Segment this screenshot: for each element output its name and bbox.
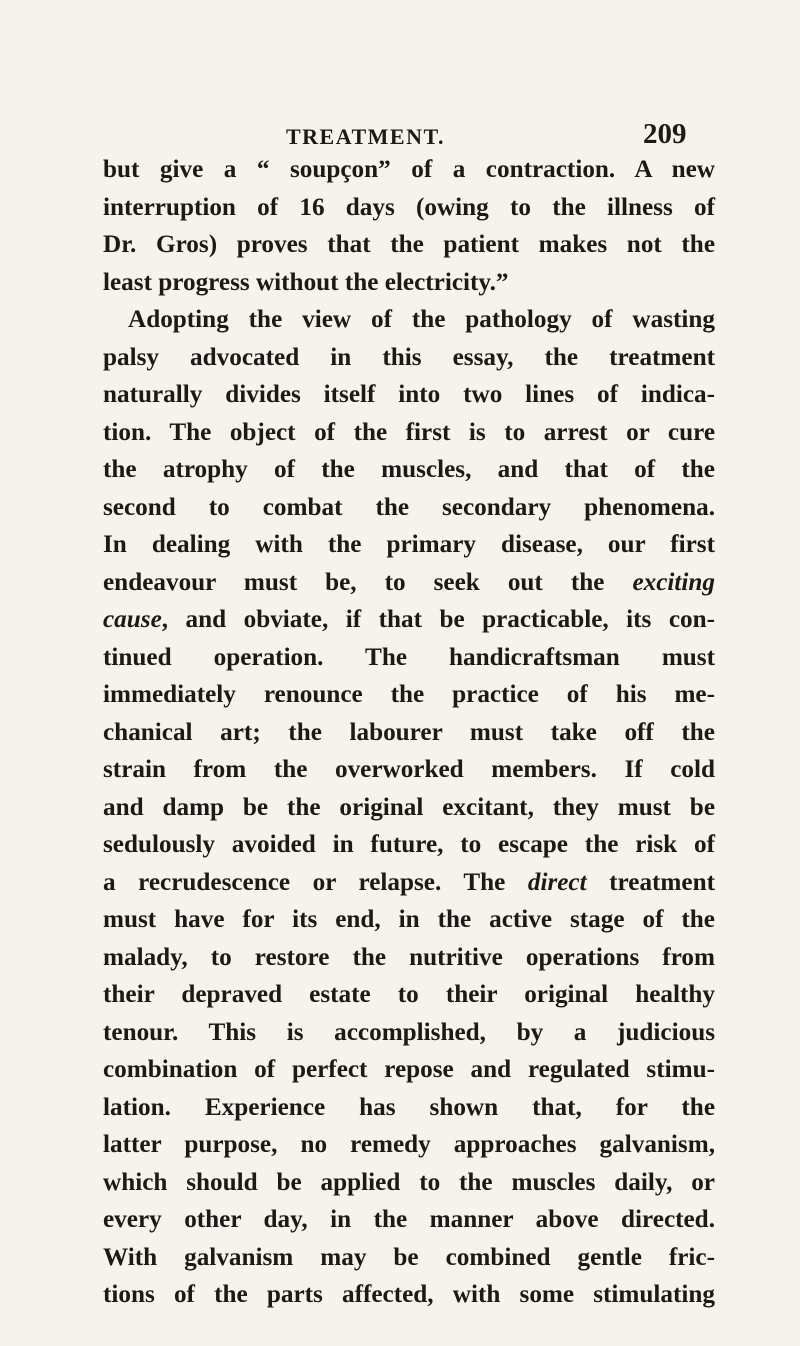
text-line bbox=[103, 901, 715, 939]
text-line bbox=[103, 1164, 715, 1202]
text-segment: palsy advocated in this essay, the treatment bbox=[103, 343, 715, 371]
text-segment: chanical art; the labourer must take off the bbox=[103, 718, 715, 746]
text-segment: With galvanism may be combined gentle fric- bbox=[103, 1243, 715, 1271]
text-segment: Adopting the view of the pathology of wasting bbox=[128, 306, 715, 333]
text-segment: treatment bbox=[586, 868, 715, 896]
text-line bbox=[103, 826, 715, 864]
text-line bbox=[103, 1239, 715, 1277]
text-line bbox=[103, 339, 715, 377]
text-line bbox=[103, 976, 715, 1014]
text-line bbox=[103, 1089, 715, 1127]
text-line bbox=[103, 1276, 715, 1314]
text-segment: the atrophy of the muscles, and that of the bbox=[103, 456, 715, 483]
text-segment: least progress without the electricity.” bbox=[103, 268, 509, 296]
text-line bbox=[103, 376, 715, 414]
text-line bbox=[103, 1126, 715, 1164]
text-segment: malady, to restore the nutritive operations from bbox=[103, 943, 715, 971]
text-segment: but give a “ soupçon” of a contraction. A new bbox=[103, 156, 715, 183]
text-segment: and damp be the original excitant, they must be bbox=[103, 793, 715, 821]
text-segment: every other day, in the manner above directed. bbox=[103, 1206, 715, 1233]
text-segment: tinued operation. The handicraftsman must bbox=[103, 643, 715, 671]
text-segment: combination of perfect repose and regulated stimu- bbox=[103, 1056, 715, 1083]
text-line bbox=[103, 789, 715, 827]
text-line bbox=[103, 1014, 715, 1052]
text-line bbox=[103, 151, 715, 189]
text-line bbox=[103, 939, 715, 977]
text-segment: must have for its end, in the active stage of the bbox=[103, 906, 715, 933]
italic-text: direct bbox=[527, 868, 587, 896]
text-segment: tion. The object of the first is to arrest or cure bbox=[103, 418, 715, 446]
text-line bbox=[103, 639, 715, 677]
text-segment: In dealing with the primary disease, our first bbox=[103, 531, 715, 558]
text-segment: endeavour must be, to seek out the bbox=[103, 568, 633, 596]
body-text bbox=[103, 151, 715, 1314]
text-line bbox=[103, 451, 715, 489]
text-segment: sedulously avoided in future, to escape the risk of bbox=[103, 831, 715, 858]
text-segment: Dr. Gros) proves that the patient makes not the bbox=[103, 231, 715, 258]
text-line bbox=[103, 864, 715, 902]
text-segment: latter purpose, no remedy approaches galvanism, bbox=[103, 1131, 715, 1158]
text-line bbox=[103, 564, 715, 602]
text-segment: a recrudescence or relapse. The bbox=[103, 868, 528, 896]
text-line bbox=[103, 301, 715, 339]
text-line bbox=[103, 414, 715, 452]
text-segment: , and obviate, if that be practicable, its con- bbox=[161, 606, 715, 633]
text-segment: lation. Experience has shown that, for the bbox=[103, 1093, 715, 1121]
text-line bbox=[103, 751, 715, 789]
italic-text: cause bbox=[103, 606, 162, 633]
text-segment: which should be applied to the muscles daily, or bbox=[103, 1168, 715, 1196]
text-line bbox=[103, 489, 715, 527]
text-segment: interruption of 16 days (owing to the illness of bbox=[103, 193, 715, 221]
italic-text: exciting bbox=[632, 568, 715, 596]
text-line bbox=[103, 189, 715, 227]
text-line bbox=[103, 676, 715, 714]
text-segment: tions of the parts affected, with some stimulating bbox=[103, 1281, 715, 1308]
text-segment: naturally divides itself into two lines of indica- bbox=[103, 381, 715, 408]
text-segment: immediately renounce the practice of his me- bbox=[103, 681, 715, 708]
text-line bbox=[103, 601, 715, 639]
text-segment: tenour. This is accomplished, by a judicious bbox=[103, 1018, 715, 1046]
text-line bbox=[103, 264, 715, 302]
page-number: 209 bbox=[643, 118, 687, 150]
text-line bbox=[103, 714, 715, 752]
text-segment: second to combat the secondary phenomena. bbox=[103, 493, 715, 521]
running-head: TREATMENT. bbox=[286, 124, 446, 149]
text-line bbox=[103, 1201, 715, 1239]
text-line bbox=[103, 1051, 715, 1089]
text-line bbox=[103, 226, 715, 264]
text-line bbox=[103, 526, 715, 564]
text-segment: their depraved estate to their original healthy bbox=[103, 981, 715, 1008]
text-segment: strain from the overworked members. If cold bbox=[103, 756, 715, 783]
